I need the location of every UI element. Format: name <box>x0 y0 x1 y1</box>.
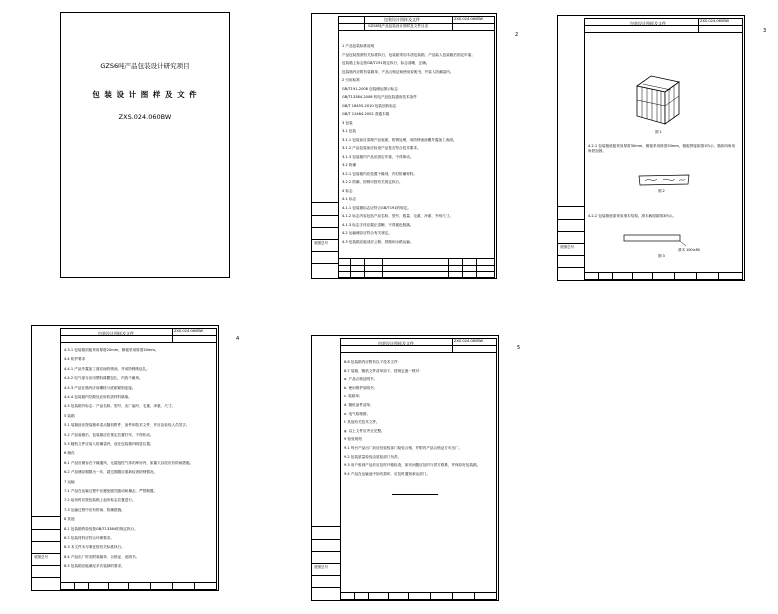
sheet-4-footer <box>60 582 217 591</box>
text-line: 9.2 包装质量检验由质检部门负责。 <box>344 454 402 459</box>
text-line: 包装箱上标志按GB/T191规定执行，标志清晰、正确。 <box>342 61 430 65</box>
text-line: 5.3 随机文件应装入防潮袋内，放在包装箱内明显位置。 <box>64 442 154 446</box>
text-line: b. 使用维护说明书； <box>344 385 378 390</box>
text-line: 4.1 标志 <box>342 197 357 201</box>
text-line: 7.2 起吊时应按包装箱上起吊标志位置进行。 <box>64 498 136 503</box>
page-number-2: 2 <box>515 32 519 38</box>
sidebar-label: 底图总号 <box>314 241 328 245</box>
text-line: 4.1.2 标志内容包括产品名称、型号、数量、毛重、净重、外形尺寸。 <box>342 214 453 218</box>
end-rule <box>392 494 438 495</box>
sheet-3-code: ZXS.024.060BW <box>700 19 730 23</box>
text-line: GB/T 18455-2010 包装回收标志 <box>342 103 397 108</box>
sidebar-label: 底图总号 <box>34 555 48 559</box>
sheet-5-doc-title: 包装设计图样及文件 <box>378 341 414 346</box>
sheet-5 <box>311 335 499 601</box>
sheet-5-code: ZXS.024.060BW <box>454 339 484 343</box>
text-line: 3.1 包装 <box>342 129 357 133</box>
sheet-4-sidebar <box>32 516 60 591</box>
text-line: 4.1.1 包装箱标志应符合GB/T191的规定。 <box>342 205 411 210</box>
fig3-caption: 图 3 <box>658 254 665 258</box>
text-line: 8.5 包装箱应能满足多次装卸的要求。 <box>64 564 125 569</box>
text-line: 8.4 产品出厂时应附装箱单、合格证、说明书。 <box>64 554 140 559</box>
text-line: 8.7 装箱、随机文件清单如下，按规定逐一核对： <box>344 368 423 373</box>
text-line: 3.1.2 产品包装前应检查产品是否符合技术要求。 <box>342 146 421 150</box>
sheet-2 <box>311 13 497 279</box>
text-line: 3.1.1 包装前应清理产品表面，防锈处理，用防锈油涂覆外露加工表面。 <box>342 137 457 142</box>
sheet-4 <box>31 325 219 591</box>
text-line: 6.2 产品储存期限为一年，超过期限应重新检查防锈情况。 <box>64 470 158 475</box>
sheet-4-doc-title: 包装设计图样及文件 <box>98 331 134 336</box>
text-line: 5.1 装箱前应按装箱单清点随机附件、备件和技术文件，并应由检验人员签字。 <box>64 423 190 428</box>
text-line: 4.3.1 包装箱顶板采用厚度20mm，侧板采用厚度20mm。 <box>64 348 159 352</box>
sheet-4-code: ZXS.024.060BW <box>174 329 204 333</box>
page-number-5: 5 <box>517 345 521 351</box>
text-line: 8.6 包装箱内应附有以下技术文件： <box>344 360 402 364</box>
text-line: 4.4.3 产品在箱内应用螺栓与底座紧固连接。 <box>64 385 136 390</box>
text-line: 8.1 包装箱的检验按GB/T13384的规定执行。 <box>64 526 138 531</box>
cover-code: ZXS.024.060BW <box>118 113 172 121</box>
text-line: GB/T191-2008 包装储运图示标志 <box>342 86 398 91</box>
text-line: 产品包装按照有关标准执行，包装箱采用木质包装箱，产品装入包装箱后固定牢靠。 <box>342 52 475 57</box>
sheet-3 <box>557 15 745 281</box>
cover-title-line1: GZS6吨产品包装设计研究项目 <box>100 62 190 70</box>
sheet-5-footer <box>340 592 497 601</box>
text-line: 4.1.3 标志字体应端正清晰，不得褪色脱落。 <box>342 222 414 227</box>
text-line: 8.2 包装材料应符合环保要求。 <box>64 536 114 540</box>
text-line: 5 装箱 <box>64 413 75 418</box>
text-line: a. 产品合格证明书； <box>344 377 378 382</box>
crate-figure <box>633 68 683 128</box>
text-line: 4.4.1 产品外露加工面应涂防锈油，并用防锈纸包扎。 <box>64 366 150 371</box>
fig2-caption: 图 2 <box>658 189 665 193</box>
text-line: 4.5 包装箱外标志：产品名称、型号、出厂编号、毛重、净重、尺寸。 <box>64 404 176 409</box>
text-line: 4.4.2 电气部分应用塑料薄膜包扎，内放干燥剂。 <box>64 376 143 381</box>
text-line: 5.2 产品装箱后，包装箱应在规定位置钉牢，不得松动。 <box>64 432 154 437</box>
text-line: 8 其他 <box>64 517 75 522</box>
sheet-2-sidebar <box>312 202 338 279</box>
text-line: 4.4 防护要求 <box>64 357 86 362</box>
sheet-3-footer <box>584 272 743 281</box>
sheet-2-doc-title: 包装设计图样及文件 <box>384 17 420 22</box>
text-line: 9.1 每台产品出厂前应经检验部门检验合格，并附有产品合格证方可出厂。 <box>344 446 463 450</box>
text-line: 2 引用标准 <box>342 78 360 82</box>
text-line: d. 随机备件清单； <box>344 403 374 407</box>
text-line: 7 运输 <box>64 479 75 484</box>
text-line: g. 以上文件应齐全完整。 <box>344 428 385 433</box>
text-line: 1 产品包装标准说明 <box>342 44 375 48</box>
text-line: 4.3 包装箱应能适应公路、铁路和水路运输。 <box>342 239 414 244</box>
text-line: 3.2.1 包装箱内应放置干燥剂，内衬防潮材料。 <box>342 171 417 176</box>
text-line: 3.2.2 防潮、防锈可按有关规定执行。 <box>342 180 403 184</box>
text-line: 3 包装 <box>342 120 353 125</box>
text-line: 3.2 防潮 <box>342 163 357 167</box>
sheet-2-subtitle: GZS6吨产品包装设计图样及文件目录 <box>368 24 429 28</box>
text-line: 4.4.4 包装箱内空隙处应用软质材料填塞。 <box>64 395 132 399</box>
sheet-5-sidebar <box>312 526 340 601</box>
fig1-caption: 图 1 <box>655 130 662 134</box>
text-line: e. 电气原理图； <box>344 411 371 416</box>
cover-title-line2: 包 装 设 计 图 样 及 文 件 <box>92 90 198 99</box>
sheet-3-doc-title: 包装设计图样及文件 <box>630 21 666 26</box>
page-number-3: 3 <box>763 28 767 34</box>
text-line: 9 检验规则 <box>344 437 362 442</box>
text-line: 包装箱内应附有装箱单、产品合格证和使用说明书，并装入防潮袋内。 <box>342 69 454 74</box>
sheet-3-sidebar <box>558 206 584 281</box>
sheet-2-title-block <box>338 258 495 279</box>
sheet-3-para2: 4.2.2 包装箱底部采用滑木结构，滑木截面如图3所示。 <box>588 214 677 218</box>
sheet-3-para1: 4.2.1 包装箱底板采用厚度30mm，侧板采用厚度20mm，箱板拼接如图1所示，箱体四角用角铁加固。 <box>588 144 736 153</box>
text-line: c. 装箱单； <box>344 394 363 399</box>
cover-sheet <box>60 12 230 278</box>
sidebar-label: 底图总号 <box>560 245 574 249</box>
text-line: 9.3 用户收到产品后应及时开箱检查，如有问题应及时与供方联系，并保存好包装箱。 <box>344 463 481 468</box>
plank-figure <box>637 173 691 187</box>
text-line: 3.1.3 包装箱内产品应固定牢靠，不得窜动。 <box>342 154 414 159</box>
skid-figure <box>622 232 692 258</box>
sidebar-label: 底图总号 <box>314 565 328 569</box>
text-line: f. 其他有关技术文件。 <box>344 420 380 425</box>
text-line: 8.3 本文件未尽事宜按有关标准执行。 <box>64 545 125 550</box>
text-line: 7.1 产品在运输过程中应避免剧烈振动和撞击，严禁倒置。 <box>64 489 158 493</box>
text-line: GB/T 12464-2002 普通木箱 <box>342 112 390 116</box>
page-number-4: 4 <box>236 336 240 342</box>
fig3-note: 滑木 100×80 <box>678 248 700 252</box>
text-line: 7.3 运输过程中应有防雨、防潮措施。 <box>64 507 125 512</box>
text-line: GB/T13384-2008 机电产品包装通用技术条件 <box>342 95 417 99</box>
sheet-2-code: ZXS.024.060BW <box>454 17 484 21</box>
text-line: 4.2 运输储存应符合有关规定。 <box>342 231 392 235</box>
text-line: 9.4 产品在运输途中如有损坏，应及时通知承运部门。 <box>344 471 430 476</box>
text-line: 6.1 产品应储存在干燥通风、无腐蚀性气体的库房内，如露天存放应有防雨措施。 <box>64 460 194 465</box>
text-line: 4 标志 <box>342 188 353 193</box>
text-line: 6 储存 <box>64 451 75 456</box>
